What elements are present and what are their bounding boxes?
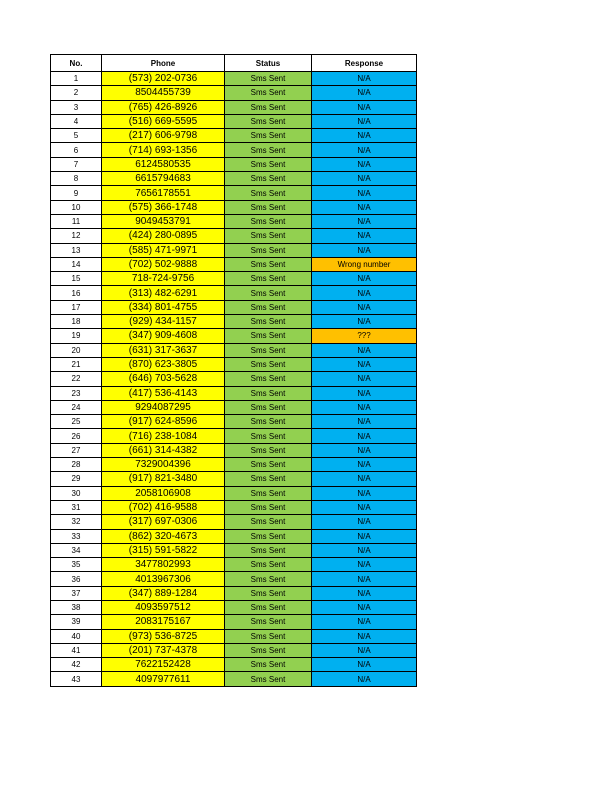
response-cell: N/A [312, 386, 417, 400]
row-number-cell: 8 [51, 172, 102, 186]
response-cell: N/A [312, 558, 417, 572]
response-cell: N/A [312, 72, 417, 86]
table-row [51, 500, 417, 514]
table-row [51, 458, 417, 472]
row-number-cell: 28 [51, 458, 102, 472]
table-row [51, 157, 417, 171]
table-row [51, 615, 417, 629]
table-row [51, 515, 417, 529]
phone-cell: 7656178551 [102, 186, 225, 200]
phone-cell: (765) 426-8926 [102, 100, 225, 114]
table-row [51, 300, 417, 314]
table-row [51, 200, 417, 214]
response-cell: N/A [312, 143, 417, 157]
status-cell: Sms Sent [225, 443, 312, 457]
row-number-cell: 26 [51, 429, 102, 443]
response-cell: N/A [312, 229, 417, 243]
row-number-cell: 5 [51, 129, 102, 143]
phone-cell: 4097977611 [102, 672, 225, 686]
phone-cell: (702) 502-9888 [102, 257, 225, 271]
row-number-cell: 18 [51, 315, 102, 329]
row-number-cell: 25 [51, 415, 102, 429]
row-number-cell: 36 [51, 572, 102, 586]
status-cell: Sms Sent [225, 86, 312, 100]
phone-cell: (661) 314-4382 [102, 443, 225, 457]
table-row [51, 329, 417, 343]
table-row [51, 629, 417, 643]
phone-cell: 718-724-9756 [102, 272, 225, 286]
phone-cell: (217) 606-9798 [102, 129, 225, 143]
status-cell: Sms Sent [225, 529, 312, 543]
status-cell: Sms Sent [225, 600, 312, 614]
response-cell: N/A [312, 486, 417, 500]
status-cell: Sms Sent [225, 558, 312, 572]
table-row [51, 643, 417, 657]
status-cell: Sms Sent [225, 200, 312, 214]
table-row [51, 143, 417, 157]
response-cell: N/A [312, 343, 417, 357]
status-cell: Sms Sent [225, 357, 312, 371]
header-row [51, 55, 417, 72]
row-number-cell: 32 [51, 515, 102, 529]
response-cell: N/A [312, 272, 417, 286]
phone-cell: (573) 202-0736 [102, 72, 225, 86]
row-number-cell: 31 [51, 500, 102, 514]
status-cell: Sms Sent [225, 629, 312, 643]
row-number-cell: 43 [51, 672, 102, 686]
response-cell: N/A [312, 172, 417, 186]
phone-cell: (347) 909-4608 [102, 329, 225, 343]
response-cell: N/A [312, 629, 417, 643]
response-cell: N/A [312, 443, 417, 457]
status-cell: Sms Sent [225, 300, 312, 314]
table-row [51, 272, 417, 286]
status-cell: Sms Sent [225, 415, 312, 429]
status-cell: Sms Sent [225, 615, 312, 629]
phone-cell: (702) 416-9588 [102, 500, 225, 514]
status-cell: Sms Sent [225, 329, 312, 343]
status-cell: Sms Sent [225, 143, 312, 157]
response-cell: N/A [312, 114, 417, 128]
phone-cell: (575) 366-1748 [102, 200, 225, 214]
phone-cell: (929) 434-1157 [102, 315, 225, 329]
row-number-cell: 7 [51, 157, 102, 171]
phone-cell: (870) 623-3805 [102, 357, 225, 371]
table-row [51, 100, 417, 114]
phone-cell: (417) 536-4143 [102, 386, 225, 400]
row-number-cell: 13 [51, 243, 102, 257]
response-cell: N/A [312, 643, 417, 657]
row-number-cell: 23 [51, 386, 102, 400]
row-number-cell: 1 [51, 72, 102, 86]
phone-cell: 6124580535 [102, 157, 225, 171]
phone-cell: (917) 821-3480 [102, 472, 225, 486]
phone-cell: (714) 693-1356 [102, 143, 225, 157]
response-cell: N/A [312, 186, 417, 200]
table-row [51, 86, 417, 100]
row-number-cell: 2 [51, 86, 102, 100]
phone-cell: (201) 737-4378 [102, 643, 225, 657]
table-row [51, 172, 417, 186]
row-number-cell: 41 [51, 643, 102, 657]
table-row [51, 486, 417, 500]
response-cell: N/A [312, 600, 417, 614]
row-number-cell: 4 [51, 114, 102, 128]
table-row [51, 343, 417, 357]
response-cell: N/A [312, 86, 417, 100]
table-row [51, 400, 417, 414]
row-number-cell: 6 [51, 143, 102, 157]
phone-cell: 9049453791 [102, 214, 225, 228]
phone-cell: (516) 669-5595 [102, 114, 225, 128]
status-cell: Sms Sent [225, 386, 312, 400]
status-cell: Sms Sent [225, 543, 312, 557]
status-cell: Sms Sent [225, 129, 312, 143]
row-number-cell: 15 [51, 272, 102, 286]
status-cell: Sms Sent [225, 400, 312, 414]
response-cell: N/A [312, 472, 417, 486]
table-row [51, 429, 417, 443]
phone-cell: (716) 238-1084 [102, 429, 225, 443]
response-cell: N/A [312, 400, 417, 414]
response-cell: N/A [312, 515, 417, 529]
row-number-cell: 9 [51, 186, 102, 200]
row-number-cell: 27 [51, 443, 102, 457]
phone-cell: 2083175167 [102, 615, 225, 629]
status-cell: Sms Sent [225, 172, 312, 186]
response-cell: N/A [312, 286, 417, 300]
table-row [51, 243, 417, 257]
phone-cell: 8504455739 [102, 86, 225, 100]
response-cell: ??? [312, 329, 417, 343]
row-number-cell: 29 [51, 472, 102, 486]
table-body [51, 72, 417, 687]
phone-cell: 7329004396 [102, 458, 225, 472]
table-row [51, 315, 417, 329]
row-number-cell: 33 [51, 529, 102, 543]
response-cell: N/A [312, 529, 417, 543]
response-cell: N/A [312, 214, 417, 228]
table-row [51, 572, 417, 586]
status-cell: Sms Sent [225, 472, 312, 486]
status-cell: Sms Sent [225, 157, 312, 171]
response-cell: N/A [312, 357, 417, 371]
row-number-cell: 30 [51, 486, 102, 500]
status-cell: Sms Sent [225, 515, 312, 529]
response-cell: N/A [312, 572, 417, 586]
row-number-cell: 35 [51, 558, 102, 572]
phone-cell: (424) 280-0895 [102, 229, 225, 243]
table-row [51, 586, 417, 600]
table-row [51, 286, 417, 300]
table-row [51, 214, 417, 228]
table-row [51, 558, 417, 572]
row-number-cell: 10 [51, 200, 102, 214]
row-number-cell: 22 [51, 372, 102, 386]
row-number-cell: 38 [51, 600, 102, 614]
row-number-cell: 39 [51, 615, 102, 629]
phone-cell: 4093597512 [102, 600, 225, 614]
table-row [51, 600, 417, 614]
status-cell: Sms Sent [225, 458, 312, 472]
table-row [51, 658, 417, 672]
phone-cell: 3477802993 [102, 558, 225, 572]
row-number-cell: 19 [51, 329, 102, 343]
status-cell: Sms Sent [225, 186, 312, 200]
phone-cell: (631) 317-3637 [102, 343, 225, 357]
status-cell: Sms Sent [225, 315, 312, 329]
status-cell: Sms Sent [225, 114, 312, 128]
table-row [51, 129, 417, 143]
response-cell: N/A [312, 615, 417, 629]
response-cell: N/A [312, 300, 417, 314]
row-number-cell: 20 [51, 343, 102, 357]
row-number-cell: 3 [51, 100, 102, 114]
phone-cell: 7622152428 [102, 658, 225, 672]
response-cell: Wrong number [312, 257, 417, 271]
row-number-cell: 11 [51, 214, 102, 228]
response-cell: N/A [312, 200, 417, 214]
row-number-cell: 34 [51, 543, 102, 557]
response-cell: N/A [312, 372, 417, 386]
status-cell: Sms Sent [225, 214, 312, 228]
row-number-cell: 40 [51, 629, 102, 643]
phone-cell: (973) 536-8725 [102, 629, 225, 643]
status-cell: Sms Sent [225, 100, 312, 114]
response-cell: N/A [312, 243, 417, 257]
table-row [51, 543, 417, 557]
table-row [51, 186, 417, 200]
status-cell: Sms Sent [225, 586, 312, 600]
table-row [51, 443, 417, 457]
status-cell: Sms Sent [225, 672, 312, 686]
row-number-cell: 24 [51, 400, 102, 414]
header-no: No. [51, 55, 102, 72]
phone-cell: (315) 591-5822 [102, 543, 225, 557]
status-cell: Sms Sent [225, 286, 312, 300]
response-cell: N/A [312, 315, 417, 329]
phone-cell: (313) 482-6291 [102, 286, 225, 300]
response-cell: N/A [312, 129, 417, 143]
row-number-cell: 17 [51, 300, 102, 314]
status-cell: Sms Sent [225, 500, 312, 514]
row-number-cell: 21 [51, 357, 102, 371]
header-response: Response [312, 55, 417, 72]
status-cell: Sms Sent [225, 372, 312, 386]
phone-cell: 6615794683 [102, 172, 225, 186]
status-cell: Sms Sent [225, 572, 312, 586]
phone-cell: (317) 697-0306 [102, 515, 225, 529]
status-cell: Sms Sent [225, 643, 312, 657]
row-number-cell: 42 [51, 658, 102, 672]
response-cell: N/A [312, 543, 417, 557]
header-phone: Phone [102, 55, 225, 72]
table-row [51, 372, 417, 386]
phone-cell: (646) 703-5628 [102, 372, 225, 386]
table-row [51, 386, 417, 400]
status-cell: Sms Sent [225, 272, 312, 286]
table-row [51, 415, 417, 429]
table-row [51, 672, 417, 686]
row-number-cell: 37 [51, 586, 102, 600]
table-row [51, 229, 417, 243]
table-row [51, 529, 417, 543]
phone-cell: (862) 320-4673 [102, 529, 225, 543]
status-cell: Sms Sent [225, 343, 312, 357]
response-cell: N/A [312, 429, 417, 443]
response-cell: N/A [312, 100, 417, 114]
table-row [51, 357, 417, 371]
status-cell: Sms Sent [225, 257, 312, 271]
phone-cell: 4013967306 [102, 572, 225, 586]
status-cell: Sms Sent [225, 243, 312, 257]
phone-cell: (917) 624-8596 [102, 415, 225, 429]
response-cell: N/A [312, 415, 417, 429]
response-cell: N/A [312, 658, 417, 672]
table-row [51, 472, 417, 486]
response-cell: N/A [312, 157, 417, 171]
status-cell: Sms Sent [225, 429, 312, 443]
phone-cell: (347) 889-1284 [102, 586, 225, 600]
response-cell: N/A [312, 672, 417, 686]
row-number-cell: 12 [51, 229, 102, 243]
response-cell: N/A [312, 500, 417, 514]
header-status: Status [225, 55, 312, 72]
row-number-cell: 14 [51, 257, 102, 271]
phone-cell: 2058106908 [102, 486, 225, 500]
status-cell: Sms Sent [225, 72, 312, 86]
phone-cell: (334) 801-4755 [102, 300, 225, 314]
phone-cell: 9294087295 [102, 400, 225, 414]
status-cell: Sms Sent [225, 658, 312, 672]
response-cell: N/A [312, 586, 417, 600]
status-cell: Sms Sent [225, 486, 312, 500]
phone-cell: (585) 471-9971 [102, 243, 225, 257]
response-cell: N/A [312, 458, 417, 472]
row-number-cell: 16 [51, 286, 102, 300]
sms-status-table [50, 54, 417, 687]
table-row [51, 114, 417, 128]
table-row [51, 72, 417, 86]
table-row [51, 257, 417, 271]
status-cell: Sms Sent [225, 229, 312, 243]
